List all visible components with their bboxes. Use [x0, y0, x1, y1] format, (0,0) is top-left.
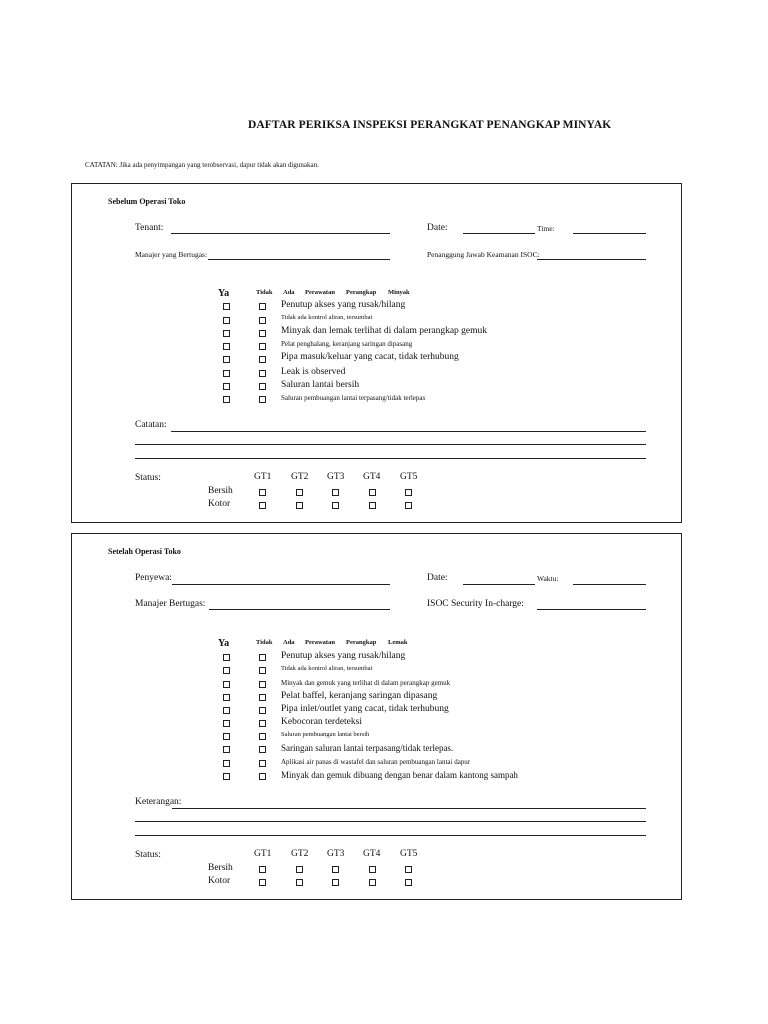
after-item-10-yes-checkbox[interactable]: [223, 773, 230, 780]
before-isoc-field[interactable]: [537, 259, 646, 260]
after-gt4-label: GT4: [363, 849, 381, 859]
after-time-label: Waktu:: [537, 574, 559, 583]
after-gt2-label: GT2: [291, 849, 309, 859]
before-header-perawatan: Perawatan: [305, 289, 335, 296]
before-gt4-label: GT4: [363, 472, 381, 482]
after-date-label: Date:: [427, 573, 448, 583]
before-gt4-clean-checkbox[interactable]: [369, 489, 376, 496]
before-item-5-no-checkbox[interactable]: [259, 356, 266, 363]
after-item-5-no-checkbox[interactable]: [259, 707, 266, 714]
after-manager-field[interactable]: [209, 609, 390, 610]
before-item-7-yes-checkbox[interactable]: [223, 383, 230, 390]
after-item-9-yes-checkbox[interactable]: [223, 760, 230, 767]
after-item-3-yes-checkbox[interactable]: [223, 681, 230, 688]
before-manager-label: Manajer yang Bertugas:: [135, 250, 208, 259]
after-item-7-label: Saluran pembuangan lantai bersih: [281, 731, 370, 738]
after-clean-label: Bersih: [208, 863, 233, 873]
after-item-5-yes-checkbox[interactable]: [223, 707, 230, 714]
after-isoc-label: ISOC Security In-charge:: [427, 599, 524, 609]
before-item-4-label: Pelat penghalang, keranjang saringan dipasang: [281, 340, 413, 348]
before-gt2-dirty-checkbox[interactable]: [296, 502, 303, 509]
before-gt2-label: GT2: [291, 472, 309, 482]
before-gt3-label: GT3: [327, 472, 345, 482]
before-item-5-label: Pipa masuk/keluar yang cacat, tidak terhubung: [281, 352, 459, 362]
before-item-6-label: Leak is observed: [281, 367, 346, 377]
before-item-3-yes-checkbox[interactable]: [223, 330, 230, 337]
after-dirty-label: Kotor: [208, 876, 231, 886]
before-clean-label: Bersih: [208, 486, 233, 496]
after-item-4-label: Pelat baffel, keranjang saringan dipasang: [281, 691, 438, 701]
after-item-6-yes-checkbox[interactable]: [223, 720, 230, 727]
after-item-9-label: Aplikasi air panas di wastafel dan saluran pembuangan lantai dapur: [281, 758, 471, 766]
before-notes-line-3[interactable]: [135, 458, 646, 459]
after-notes-line-2[interactable]: [135, 821, 646, 822]
before-item-1-label: Penutup akses yang rusak/hilang: [281, 300, 406, 310]
before-gt2-clean-checkbox[interactable]: [296, 489, 303, 496]
before-item-2-no-checkbox[interactable]: [259, 317, 266, 324]
before-gt1-clean-checkbox[interactable]: [259, 489, 266, 496]
after-item-2-yes-checkbox[interactable]: [223, 667, 230, 674]
before-item-6-yes-checkbox[interactable]: [223, 370, 230, 377]
before-header-minyak: Minyak: [388, 289, 410, 296]
after-item-10-no-checkbox[interactable]: [259, 773, 266, 780]
after-gt3-dirty-checkbox[interactable]: [332, 879, 339, 886]
after-header-lemak: Lemak: [388, 639, 408, 646]
before-header-perangkap: Perangkap: [346, 289, 377, 296]
before-header-ya: Ya: [218, 288, 230, 299]
before-item-5-yes-checkbox[interactable]: [223, 356, 230, 363]
before-gt1-label: GT1: [254, 472, 272, 482]
before-item-3-no-checkbox[interactable]: [259, 330, 266, 337]
before-item-2-yes-checkbox[interactable]: [223, 317, 230, 324]
after-header-ya: Ya: [218, 638, 230, 649]
after-item-8-yes-checkbox[interactable]: [223, 746, 230, 753]
after-item-6-label: Kebocoran terdeteksi: [281, 717, 362, 727]
before-item-3-label: Minyak dan lemak terlihat di dalam perangkap gemuk: [281, 326, 488, 336]
after-gt4-dirty-checkbox[interactable]: [369, 879, 376, 886]
after-notes-line-3[interactable]: [135, 835, 646, 836]
after-notes-label: Keterangan:: [135, 797, 182, 807]
after-gt1-label: GT1: [254, 849, 272, 859]
before-notes-label: Catatan:: [135, 420, 167, 430]
before-item-1-no-checkbox[interactable]: [259, 303, 266, 310]
after-header-perangkap: Perangkap: [346, 639, 377, 646]
before-notes-line-2[interactable]: [135, 444, 646, 445]
after-item-7-yes-checkbox[interactable]: [223, 733, 230, 740]
before-item-4-yes-checkbox[interactable]: [223, 343, 230, 350]
after-gt1-dirty-checkbox[interactable]: [259, 879, 266, 886]
after-item-7-no-checkbox[interactable]: [259, 733, 266, 740]
after-gt2-dirty-checkbox[interactable]: [296, 879, 303, 886]
before-gt4-dirty-checkbox[interactable]: [369, 502, 376, 509]
before-status-label: Status:: [135, 473, 161, 483]
after-header-ada: Ada: [283, 639, 295, 646]
before-tenant-label: Tenant:: [135, 223, 164, 233]
before-gt5-label: GT5: [400, 472, 418, 482]
after-item-2-no-checkbox[interactable]: [259, 667, 266, 674]
after-tenant-field[interactable]: [172, 584, 390, 585]
after-item-6-no-checkbox[interactable]: [259, 720, 266, 727]
after-item-2-label: Tidak ada kontrol aliran, tersumbat: [281, 665, 373, 672]
before-section-title: Sebelum Operasi Toko: [108, 197, 186, 206]
after-item-5-label: Pipa inlet/outlet yang cacat, tidak terhubung: [281, 704, 449, 714]
page-note: CATATAN: Jika ada penyimpangan yang terobservasi, dapur tidak akan digunakan.: [85, 161, 319, 169]
before-gt1-dirty-checkbox[interactable]: [259, 502, 266, 509]
after-item-10-label: Minyak dan gemuk dibuang dengan benar dalam kantong sampah: [281, 770, 518, 780]
before-item-1-yes-checkbox[interactable]: [223, 303, 230, 310]
after-notes-line-1[interactable]: [172, 808, 646, 809]
before-notes-line-1[interactable]: [171, 431, 646, 432]
before-date-label: Date:: [427, 223, 448, 233]
after-item-1-yes-checkbox[interactable]: [223, 654, 230, 661]
after-gt5-clean-checkbox[interactable]: [405, 866, 412, 873]
after-gt5-label: GT5: [400, 849, 418, 859]
before-item-2-label: Tidak ada kontrol aliran, tersumbat: [281, 314, 373, 321]
after-status-label: Status:: [135, 850, 161, 860]
after-manager-label: Manajer Bertugas:: [135, 599, 206, 609]
after-header-tidak: Tidak: [256, 639, 273, 646]
after-gt5-dirty-checkbox[interactable]: [405, 879, 412, 886]
after-gt1-clean-checkbox[interactable]: [259, 866, 266, 873]
after-item-1-label: Penutup akses yang rusak/hilang: [281, 651, 406, 661]
before-item-8-no-checkbox[interactable]: [259, 396, 266, 403]
after-item-8-no-checkbox[interactable]: [259, 746, 266, 753]
before-item-4-no-checkbox[interactable]: [259, 343, 266, 350]
after-gt3-label: GT3: [327, 849, 345, 859]
before-item-8-yes-checkbox[interactable]: [223, 396, 230, 403]
after-section-title: Setelah Operasi Toko: [108, 547, 181, 556]
after-isoc-field[interactable]: [537, 609, 646, 610]
after-gt2-clean-checkbox[interactable]: [296, 866, 303, 873]
after-header-perawatan: Perawatan: [305, 639, 335, 646]
before-header-tidak: Tidak: [256, 289, 273, 296]
before-dirty-label: Kotor: [208, 499, 231, 509]
after-item-3-label: Minyak dan gemuk yang terlihat di dalam perangkap gemuk: [281, 679, 451, 687]
before-tenant-field[interactable]: [171, 233, 390, 234]
before-isoc-label: Penanggung Jawab Keamanan ISOC:: [427, 250, 540, 259]
before-date-field[interactable]: [463, 233, 535, 234]
after-date-field[interactable]: [463, 584, 535, 585]
after-gt4-clean-checkbox[interactable]: [369, 866, 376, 873]
after-item-4-no-checkbox[interactable]: [259, 694, 266, 701]
after-gt3-clean-checkbox[interactable]: [332, 866, 339, 873]
before-manager-field[interactable]: [208, 259, 390, 260]
after-time-field[interactable]: [573, 584, 646, 585]
before-time-field[interactable]: [573, 233, 646, 234]
before-gt3-clean-checkbox[interactable]: [332, 489, 339, 496]
after-item-8-label: Saringan saluran lantai terpasang/tidak terlepas.: [281, 743, 454, 753]
before-time-label: Time:: [537, 224, 555, 233]
before-item-8-label: Saluran pembuangan lantai terpasang/tidak terlepas: [281, 394, 426, 402]
page-title: DAFTAR PERIKSA INSPEKSI PERANGKAT PENANGKAP MINYAK: [248, 119, 612, 131]
before-gt5-clean-checkbox[interactable]: [405, 489, 412, 496]
after-item-4-yes-checkbox[interactable]: [223, 694, 230, 701]
before-item-6-no-checkbox[interactable]: [259, 370, 266, 377]
after-item-3-no-checkbox[interactable]: [259, 681, 266, 688]
before-item-7-no-checkbox[interactable]: [259, 383, 266, 390]
before-gt3-dirty-checkbox[interactable]: [332, 502, 339, 509]
before-gt5-dirty-checkbox[interactable]: [405, 502, 412, 509]
after-item-9-no-checkbox[interactable]: [259, 760, 266, 767]
before-header-ada: Ada: [283, 289, 295, 296]
after-operation-section: [71, 533, 682, 900]
after-tenant-label: Penyewa:: [135, 573, 172, 583]
after-item-1-no-checkbox[interactable]: [259, 654, 266, 661]
before-item-7-label: Saluran lantai bersih: [281, 380, 360, 390]
